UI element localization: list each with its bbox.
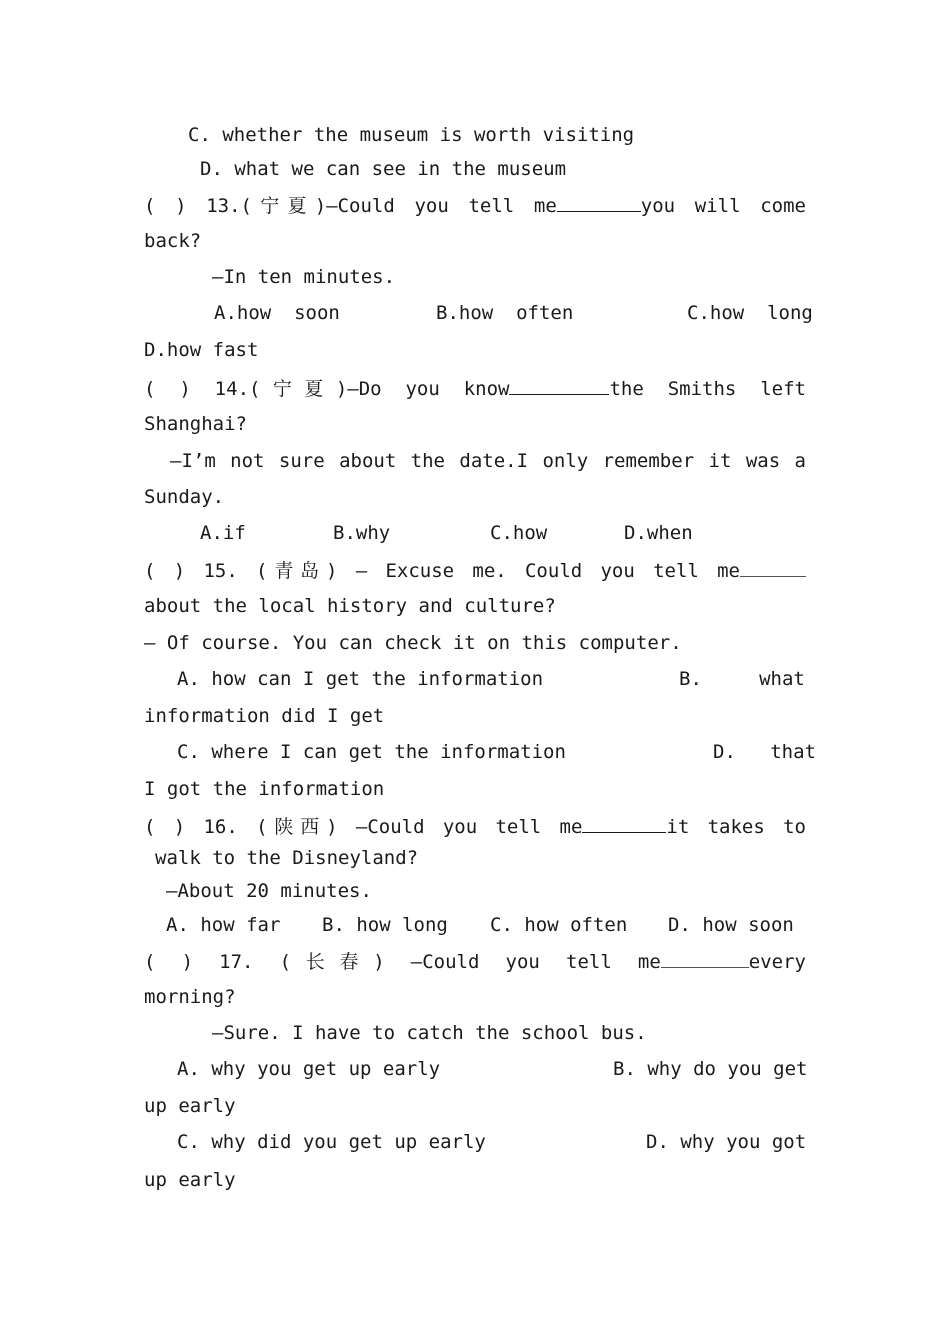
q17-option-b: B. why do you get (613, 1058, 808, 1080)
q15-option-b: B. what (679, 668, 805, 690)
q13-stem-line2: back? (144, 230, 202, 252)
q15-stem-line2: about the local history and culture? (144, 595, 556, 617)
q13-answer-blank[interactable] (557, 193, 641, 212)
q13-dialogue-answer: —In ten minutes. (212, 266, 396, 288)
q14-option-a: A.if (200, 522, 246, 544)
q16-stem-suffix: it takes to (666, 816, 806, 838)
q13-option-a: A.how soon (214, 302, 340, 324)
q16-option-c: C. how often (490, 914, 628, 936)
q14-stem-line1 (144, 376, 806, 401)
q15-stem-prefix: ( ) 15. (青岛) — Excuse me. Could you tell me (144, 560, 740, 582)
q15-dialogue-answer: — Of course. You can check it on this computer. (144, 632, 682, 654)
q15-option-d: D. that (713, 741, 816, 763)
q14-stem-prefix: ( ) 14.(宁夏)—Do you know (144, 378, 510, 400)
q17-stem-line2: morning? (144, 986, 236, 1008)
q17-answer-blank[interactable] (661, 949, 749, 968)
q17-option-d-cont: up early (144, 1169, 236, 1191)
q13-stem-suffix: you will come (640, 195, 806, 217)
q14-stem-suffix: the Smiths left (609, 378, 806, 400)
q16-stem-line1 (144, 814, 806, 839)
q14-dialogue-answer-line2: Sunday. (144, 486, 225, 508)
q17-option-a: A. why you get up early (177, 1058, 441, 1080)
q15-option-a: A. how can I get the information (177, 668, 544, 690)
q15-option-b-cont: information did I get (144, 705, 385, 727)
q13-stem-prefix: ( ) 13.(宁夏)—Could you tell me (144, 195, 557, 217)
q16-option-b: B. how long (322, 914, 448, 936)
q12-option-d: D. what we can see in the museum (200, 158, 567, 180)
q16-stem-line2: walk to the Disneyland? (155, 847, 419, 869)
q15-option-c: C. where I can get the information (177, 741, 566, 763)
q14-option-d: D.when (624, 522, 693, 544)
q14-dialogue-answer-line1: —I’m not sure about the date.I only remember it was a (170, 450, 806, 472)
q13-option-b: B.how often (436, 302, 574, 324)
q16-answer-blank[interactable] (582, 814, 666, 833)
q15-answer-blank[interactable] (740, 558, 806, 577)
q16-stem-prefix: ( ) 16. (陕西) —Could you tell me (144, 816, 583, 838)
q17-option-b-cont: up early (144, 1095, 236, 1117)
q14-option-b: B.why (333, 522, 391, 544)
q15-stem-line1 (144, 558, 806, 583)
q16-option-a: A. how far (166, 914, 281, 936)
q14-answer-blank[interactable] (509, 376, 609, 395)
q13-stem-line1 (144, 193, 806, 218)
q12-option-c: C. whether the museum is worth visiting (188, 124, 635, 146)
q17-option-d: D. why you got (646, 1131, 807, 1153)
q14-option-c: C.how (490, 522, 548, 544)
q13-option-d: D.how fast (144, 339, 259, 361)
q17-dialogue-answer: —Sure. I have to catch the school bus. (212, 1022, 647, 1044)
q16-option-d: D. how soon (668, 914, 794, 936)
q14-stem-line2: Shanghai? (144, 413, 247, 435)
q17-stem-line1 (144, 949, 806, 974)
q16-dialogue-answer: —About 20 minutes. (166, 880, 372, 902)
q15-option-d-cont: I got the information (144, 778, 385, 800)
q13-option-c: C.how long (687, 302, 813, 324)
q17-stem-suffix: every (748, 951, 806, 973)
q17-option-c: C. why did you get up early (177, 1131, 486, 1153)
q17-stem-prefix: ( ) 17. (长春) —Could you tell me (144, 951, 661, 973)
